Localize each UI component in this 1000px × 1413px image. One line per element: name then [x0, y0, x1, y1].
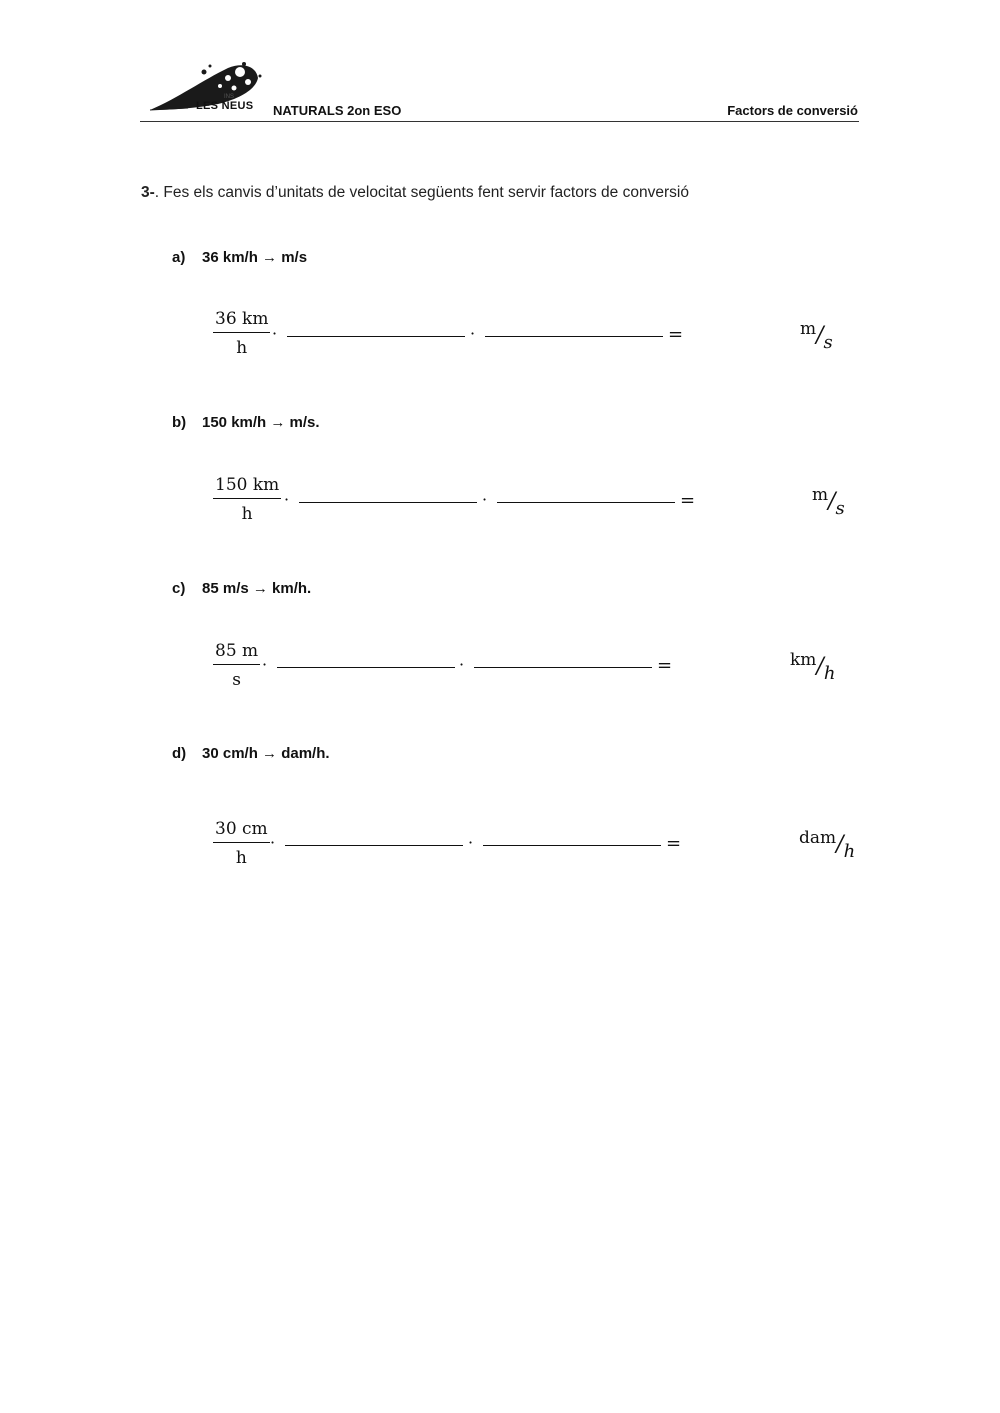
item-a-result-unit	[800, 319, 833, 353]
exercise-statement	[141, 184, 689, 202]
unit-slash: /	[828, 489, 836, 514]
item-c-fraction	[213, 641, 260, 690]
fraction-denominator: s	[232, 670, 241, 690]
item-d-result-unit	[799, 828, 856, 862]
item-letter: b)	[172, 414, 187, 431]
item-prompt: 36 km/h → m/s	[202, 249, 308, 266]
multiply-dot: ·	[272, 324, 278, 343]
item-letter: a)	[172, 249, 186, 266]
item-d-label	[172, 745, 330, 762]
fraction-numerator: 30 cm	[213, 819, 270, 843]
unit-slash: /	[816, 323, 824, 348]
item-a-blank-2[interactable]	[485, 336, 663, 337]
multiply-dot: ·	[284, 490, 290, 509]
subject-title: NATURALS 2on ESO	[273, 103, 402, 118]
unit-denominator: h	[843, 841, 856, 862]
unit-denominator: s	[835, 498, 845, 519]
item-d-fraction	[213, 819, 270, 868]
unit-denominator: s	[823, 332, 833, 353]
item-letter: d)	[172, 745, 187, 762]
item-b-blank-2[interactable]	[497, 502, 675, 503]
exercise-number: 3-	[141, 184, 155, 201]
fraction-numerator: 85 m	[213, 641, 260, 665]
unit-numerator: km	[790, 650, 817, 670]
item-c-result-unit	[790, 650, 836, 684]
item-b-fraction	[213, 475, 281, 524]
item-prompt: 30 cm/h → dam/h.	[202, 745, 330, 762]
logo-text: LES NEUS	[196, 100, 254, 112]
item-b-blank-1[interactable]	[299, 502, 477, 503]
equals-sign: =	[666, 833, 682, 854]
item-c-blank-2[interactable]	[474, 667, 652, 668]
unit-slash: /	[816, 654, 824, 679]
unit-slash: /	[836, 832, 844, 857]
logo-small-text: INS	[224, 94, 235, 100]
fraction-denominator: h	[236, 338, 248, 358]
multiply-dot: ·	[482, 490, 488, 509]
fraction-denominator: h	[235, 848, 247, 868]
topic-title: Factors de conversió	[727, 103, 858, 118]
multiply-dot: ·	[270, 833, 276, 852]
equals-sign: =	[657, 655, 673, 676]
exercise-text: . Fes els canvis d’unitats de velocitat següents fent servir factors de conversió	[154, 184, 689, 201]
multiply-dot: ·	[459, 655, 465, 674]
unit-numerator: dam	[799, 828, 837, 848]
item-c-label	[172, 580, 311, 597]
unit-numerator: m	[812, 485, 829, 505]
item-a-blank-1[interactable]	[287, 336, 465, 337]
item-d-blank-1[interactable]	[285, 845, 463, 846]
item-a-label	[172, 249, 307, 266]
fraction-denominator: h	[241, 504, 253, 524]
fraction-numerator: 150 km	[213, 475, 281, 499]
item-prompt: 85 m/s → km/h.	[202, 580, 312, 597]
unit-denominator: h	[823, 663, 836, 684]
item-c-blank-1[interactable]	[277, 667, 455, 668]
equals-sign: =	[668, 324, 684, 345]
multiply-dot: ·	[262, 655, 268, 674]
item-d-blank-2[interactable]	[483, 845, 661, 846]
item-letter: c)	[172, 580, 186, 597]
item-a-fraction	[213, 309, 270, 358]
item-prompt: 150 km/h → m/s.	[202, 414, 320, 431]
multiply-dot: ·	[468, 833, 474, 852]
equals-sign: =	[680, 490, 696, 511]
unit-numerator: m	[800, 319, 817, 339]
multiply-dot: ·	[470, 324, 476, 343]
item-b-label	[172, 414, 320, 431]
header-divider	[140, 121, 859, 122]
item-b-result-unit	[812, 485, 845, 519]
fraction-numerator: 36 km	[213, 309, 270, 333]
